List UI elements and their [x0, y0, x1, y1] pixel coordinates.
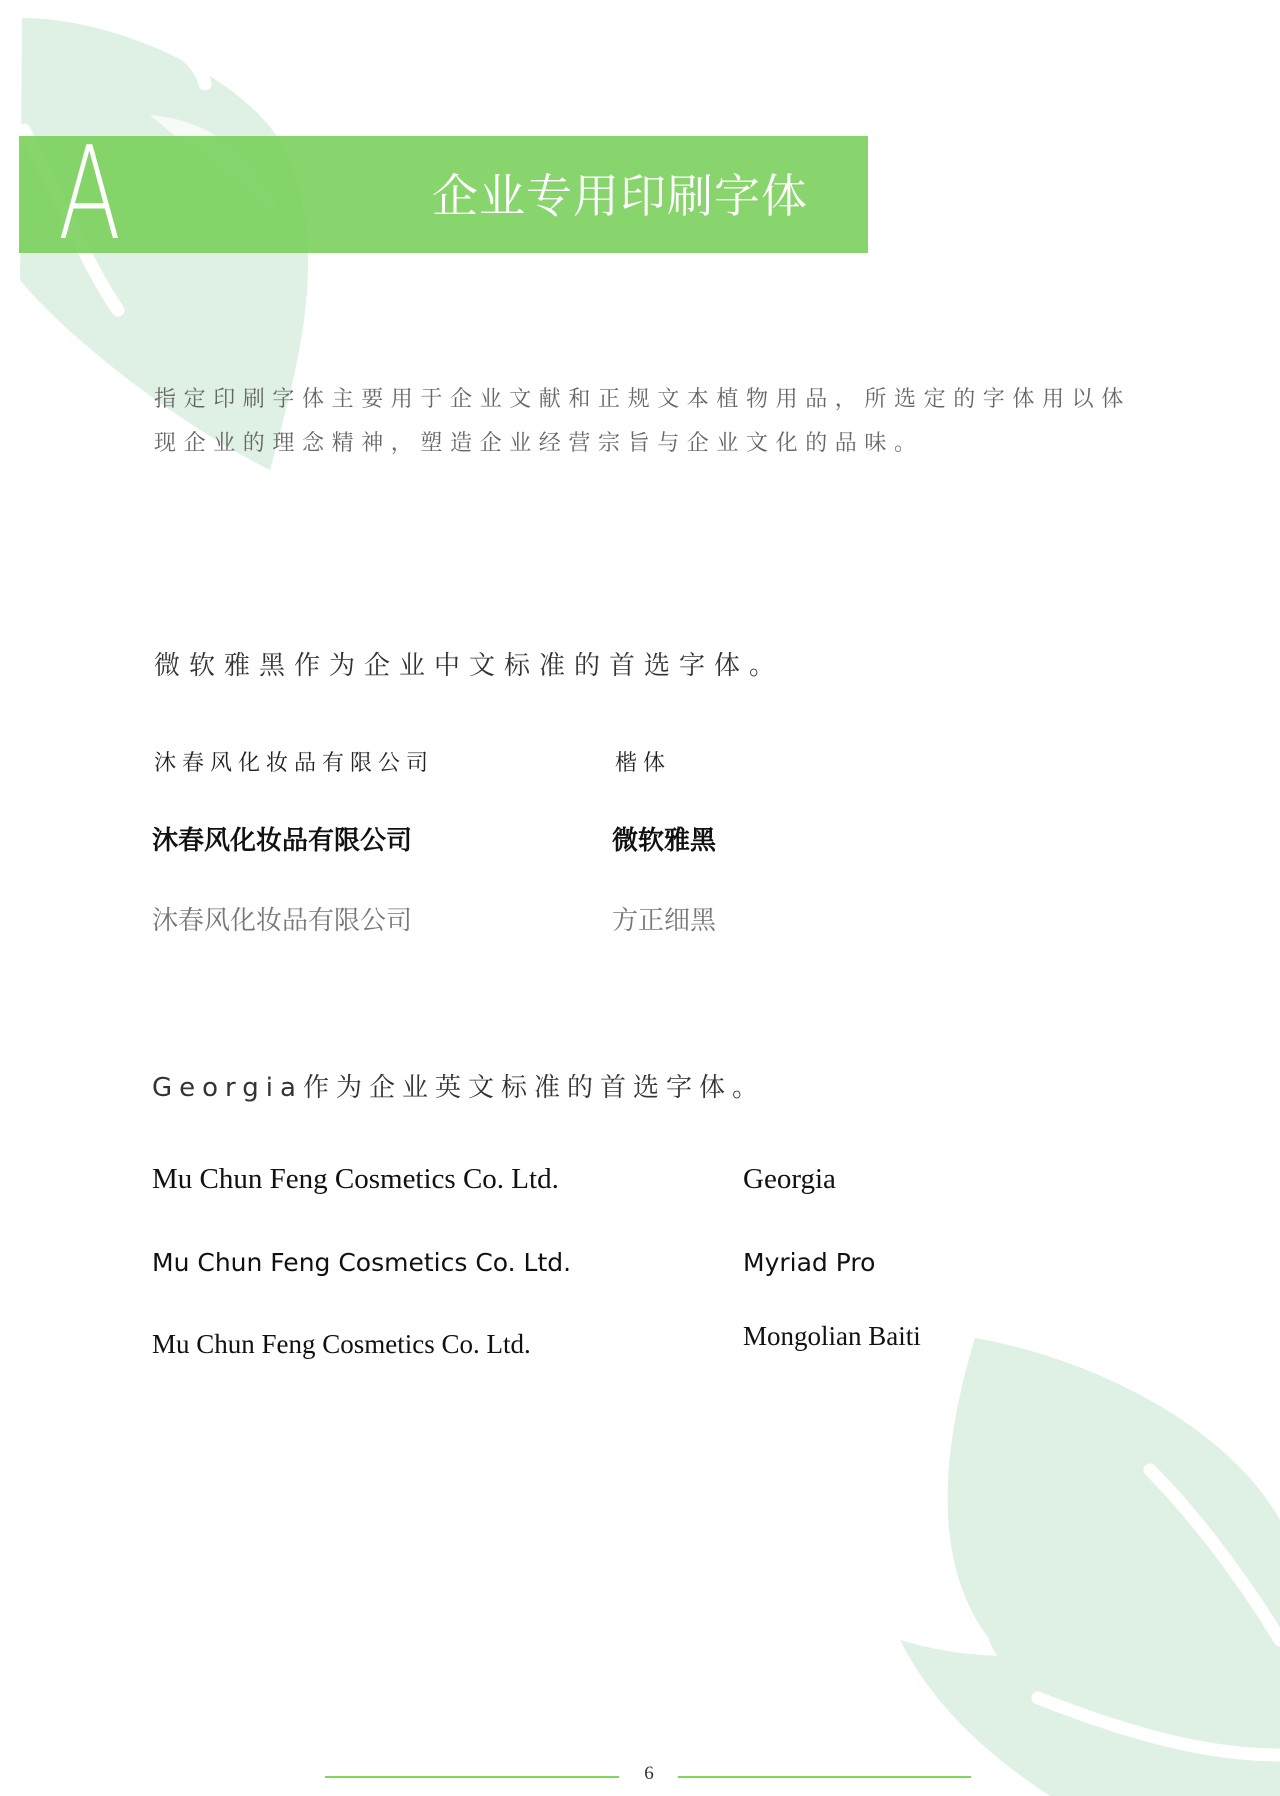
english-sample-myriad: Mu Chun Feng Cosmetics Co. Ltd. [152, 1248, 572, 1277]
chinese-font-heading: 微软雅黑作为企业中文标准的首选字体。 [154, 651, 785, 681]
chinese-sample-yahei: 沐春风化妆品有限公司 [152, 826, 413, 856]
section-letter: A [58, 120, 122, 269]
intro-paragraph: 指定印刷字体主要用于企业文献和正规文本植物用品，所选定的字体用以体现企业的理念精神，塑造企业经营宗旨与企业文化的品味。 [154, 387, 1131, 456]
page-title: 企业专用印刷字体 [432, 169, 808, 223]
english-font-name-mongolian: Mongolian Baiti [743, 1321, 921, 1351]
english-sample-georgia: Mu Chun Feng Cosmetics Co. Ltd. [152, 1163, 559, 1195]
footer-rule-left [325, 1776, 619, 1778]
english-font-heading: Georgia作为企业英文标准的首选字体。 [152, 1073, 765, 1103]
chinese-sample-xihei: 沐春风化妆品有限公司 [152, 906, 413, 936]
chinese-sample-kai: 沐春风化妆品有限公司 [154, 751, 435, 776]
chinese-font-name-kai: 楷体 [615, 751, 672, 776]
english-font-name-myriad: Myriad Pro [743, 1248, 876, 1277]
footer-rule-right [678, 1776, 971, 1778]
chinese-font-name-xihei: 方正细黑 [612, 906, 717, 936]
english-font-name-georgia: Georgia [743, 1163, 836, 1195]
chinese-font-name-yahei: 微软雅黑 [612, 826, 717, 856]
english-sample-mongolian: Mu Chun Feng Cosmetics Co. Ltd. [152, 1329, 531, 1359]
page-number: 6 [644, 1763, 654, 1784]
